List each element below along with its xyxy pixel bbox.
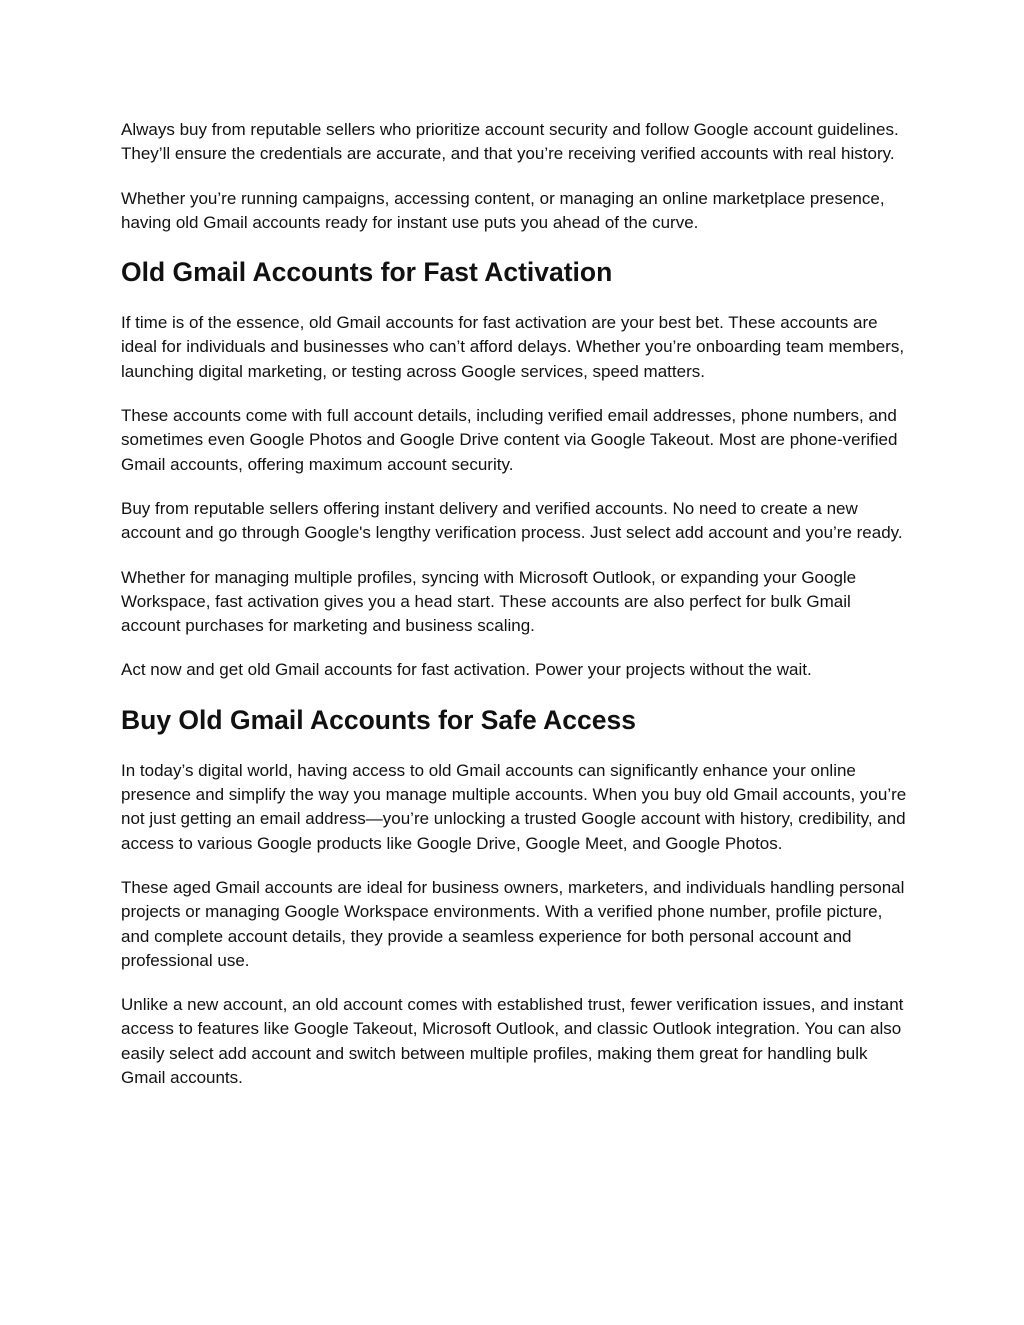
section-1-paragraph-5: Act now and get old Gmail accounts for fast activation. Power your projects without the wait. <box>121 660 812 680</box>
intro-paragraph-2: Whether you’re running campaigns, accessing content, or managing an online marketplace presence, having old Gmail accounts ready for instant use puts you ahead of the curve. <box>121 188 885 232</box>
section-1-paragraph-3: Buy from reputable sellers offering instant delivery and verified accounts. No need to create a new account and go through Google's lengthy verification process. Just select add account and you’re ready. <box>121 498 903 543</box>
section-heading-fast-activation: Old Gmail Accounts for Fast Activation <box>121 257 613 288</box>
section-1-paragraph-4: Whether for managing multiple profiles, syncing with Microsoft Outlook, or expanding your Google Workspace, fast activation gives you a head start. These accounts are also perfect for bulk Gmail account purchases for marketing and business scaling. <box>121 567 857 636</box>
section-2-paragraph-3: Unlike a new account, an old account comes with established trust, fewer verification issues, and instant access to features like Google Takeout, Microsoft Outlook, and classic Outlook integration. You can also easily select add account and switch between multiple profiles, making them great for handling bulk Gmail accounts. <box>121 995 904 1088</box>
section-1-paragraph-1: If time is of the essence, old Gmail accounts for fast activation are your best bet. These accounts are ideal for individuals and businesses who can’t afford delays. Whether you’re onboarding team members, launching digital marketing, or testing across Google services, speed matters. <box>121 313 905 381</box>
intro-paragraph-1: Always buy from reputable sellers who prioritize account security and follow Google account guidelines. They’ll ensure the credentials are accurate, and that you’re receiving verified accounts with real history. <box>121 120 899 164</box>
document-page <box>121 118 911 1110</box>
section-fast-activation <box>121 255 911 683</box>
section-safe-access <box>121 703 911 1091</box>
section-1-paragraph-2: These accounts come with full account details, including verified email addresses, phone numbers, and sometimes even Google Photos and Google Drive content via Google Takeout. Most are phone-verified Gmail accounts, offering maximum account security. <box>121 406 898 474</box>
section-2-paragraph-1: In today’s digital world, having access to old Gmail accounts can significantly enhance your online presence and simplify the way you manage multiple accounts. When you buy old Gmail accounts, you’re not just getting an email address—you’re unlocking a trusted Google account with history, credibility, and access to various Google products like Google Drive, Google Meet, and Google Photos. <box>121 760 907 853</box>
section-heading-safe-access: Buy Old Gmail Accounts for Safe Access <box>121 704 636 735</box>
section-2-paragraph-2: These aged Gmail accounts are ideal for business owners, marketers, and individuals handling personal projects or managing Google Workspace environments. With a verified phone number, profile picture, and complete account details, they provide a seamless experience for both personal account and professional use. <box>121 877 905 970</box>
